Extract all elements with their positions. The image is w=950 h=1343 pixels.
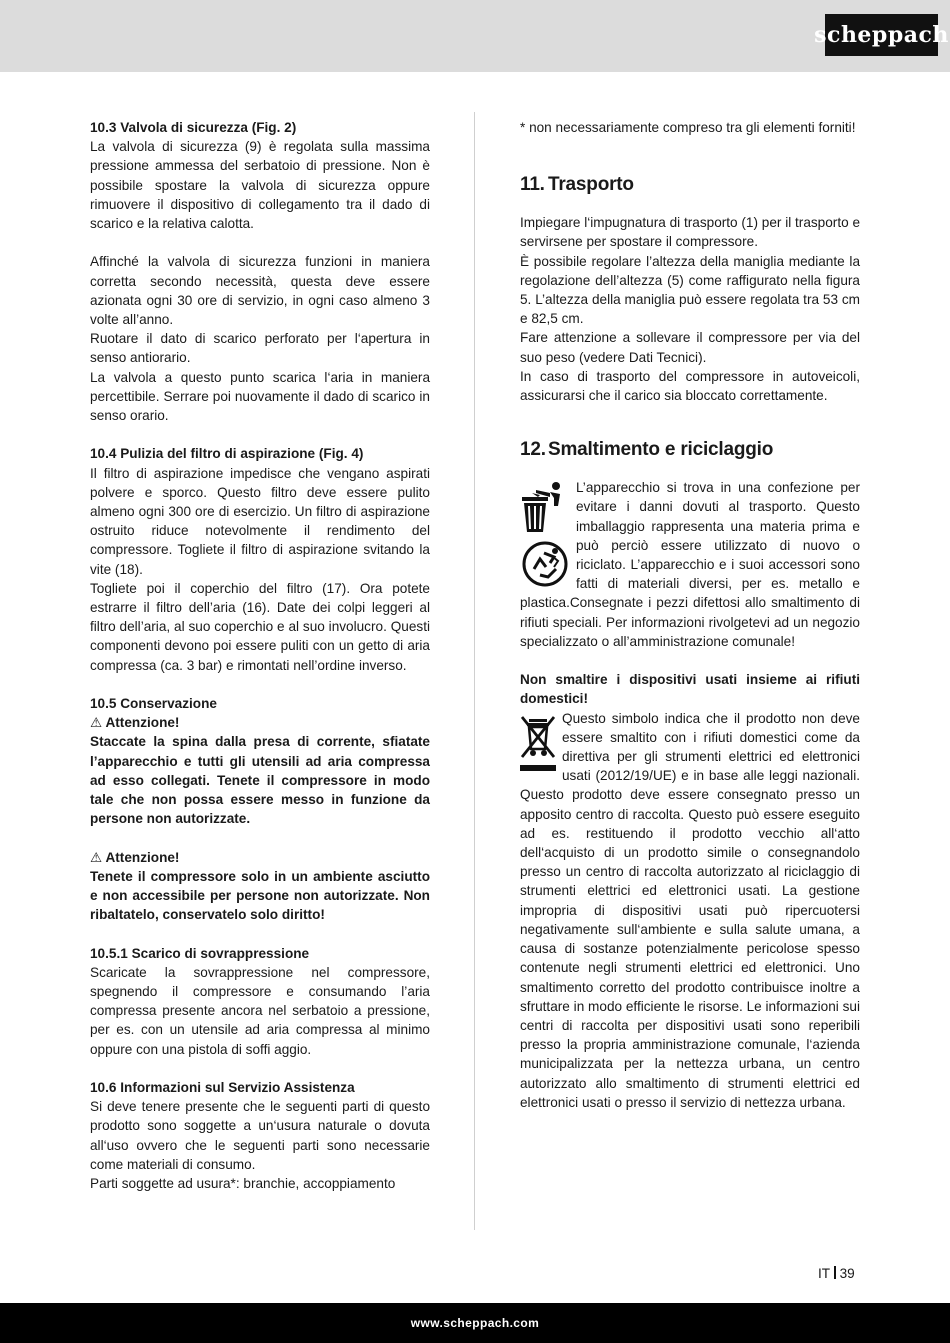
footnote: * non necessariamente compreso tra gli elementi forniti! — [520, 120, 856, 135]
page-number — [818, 1266, 855, 1281]
section-10-6-paragraph: Si deve tenere presente che le seguenti parti di questo prodotto sono soggette a un‘usura naturale o dovuta all‘uso ovvero che le seguenti parti sono necessarie come materiali di consumo. — [90, 1099, 430, 1172]
section-10-3-paragraph: La valvola a questo punto scarica l‘aria in maniera percettibile. Serrare poi nuovamente il dado di scarico in senso orario. — [90, 369, 430, 424]
section-11-heading — [520, 173, 860, 197]
disposal-block — [520, 478, 860, 651]
page-num: 39 — [839, 1266, 855, 1281]
warning-label: ⚠ Attenzione! — [90, 849, 180, 865]
section-10-3-paragraph: Affinché la valvola di sicurezza funzioni in maniera corretta secondo necessità, questa deve essere azionata ogni 30 ore di servizio, in ogni caso almeno 3 volte all’anno. — [90, 254, 430, 328]
section-10-5-title: 10.5 Conservazione — [90, 696, 217, 712]
section-12-title: Smaltimento e riciclaggio — [548, 439, 774, 461]
weee-block — [520, 709, 860, 1112]
section-10-3-paragraph: La valvola di sicurezza (9) è regolata sulla massima pressione ammessa del serbatoio di pressione. Non è possibile spostare la valvola di sicurezza oppure rimuovere il dispositivo di collegamento tra il dado di scarico e la relativa calotta. — [90, 139, 430, 232]
section-10-4-paragraph: Il filtro di aspirazione impedisce che vengano aspirati polvere e sporco. Questo filtro deve essere pulito almeno ogni 300 ore di esercizio. Un filtro di aspirazione ostruito riduce notevolmente il rendimento del compressore. Togliete il filtro di aspirazione svitando la vite (18). — [90, 465, 430, 577]
section-12-number: 12. — [520, 439, 546, 461]
page-lang: IT — [818, 1266, 831, 1281]
warning-label: ⚠ Attenzione! — [90, 715, 180, 731]
transport-paragraph: Impiegare l‘impugnatura di trasporto (1) per il trasporto e servirsene per spostare il compressore. — [520, 215, 861, 250]
section-11-number: 11. — [520, 174, 545, 196]
transport-paragraph: Fare attenzione a sollevare il compressore per via del suo peso (vedere Dati Tecnici). — [520, 330, 860, 365]
brand-logo — [814, 14, 949, 56]
disposal-icons — [520, 480, 570, 588]
header-bar — [0, 0, 950, 72]
weee-paragraph: Questo simbolo indica che il prodotto non deve essere smaltito con i rifiuti domestici come da direttiva per gli strumenti elettrici ed elettronici usati (2012/19/UE) e in base alle leggi nazionali. Questo prodotto deve essere consegnato presso un apposito centro di raccolta. Questo può essere eseguito ad es. restituendo il prodotto vecchio all‘atto dell‘acquisto di un prodotto simile o consegnandolo presso un centro di raccolta autorizzato al riciclaggio di strumenti elettrici ed elettronici usati. La gestione impropria di dispositivi usati può ripercuotersi negativamente sull‘ambiente e sulla salute umana, a causa di sostanze potenzialmente pericolose spesso contenute negli strumenti elettrici ed elettronici. Uno smaltimento corretto del prodotto contribuisce inoltre a sfruttare in modo efficiente le risorse. Le informazioni sui centri di raccolta per dispositivi usati sono reperibili presso la propria amministrazione comunale, l‘azienda municipalizzata per la nettezza urbana, un centro autorizzato allo smaltimento di strumenti elettrici ed elettronici usati o presso il servizio di nettezza urbana. — [520, 710, 860, 1110]
crossed-out-bin-icon — [520, 713, 556, 773]
weee-icon-wrap — [520, 713, 556, 775]
right-column — [520, 118, 860, 1112]
transport-paragraph: In caso di trasporto del compressore in autoveicoli, assicurarsi che il carico sia bloccato correttamente. — [520, 368, 860, 404]
brand-logo-text: scheppach — [814, 22, 949, 48]
section-10-5-1-title: 10.5.1 Scarico di sovrappressione — [90, 945, 310, 961]
left-column — [90, 118, 430, 1193]
section-10-6-paragraph: Parti soggette ad usura*: branchie, accoppiamento — [90, 1176, 396, 1192]
column-divider — [474, 112, 475, 1230]
section-11-title: Trasporto — [548, 174, 634, 196]
section-12-heading — [520, 438, 860, 462]
section-10-6-title: 10.6 Informazioni sul Servizio Assistenza — [90, 1080, 355, 1096]
transport-paragraph: È possibile regolare l’altezza della maniglia mediante la regolazione dell’altezza (5) come raffigurato nella figura 5. L’altezza della maniglia può essere regolata tra 53 cm e 82,5 cm. — [520, 253, 860, 327]
section-10-3-title: 10.3 Valvola di sicurezza (Fig. 2) — [90, 120, 297, 135]
section-10-5-1-paragraph: Scaricate la sovrappressione nel compressore, spegnendo il compressore e consumando l’aria compressa presente ancora nel serbatoio a pressione, per es. con un utensile ad aria compressa al minimo oppure con una pistola di soffi aggio. — [90, 964, 430, 1057]
warning-text: Staccate la spina dalla presa di corrente, sfiatate l’apparecchio e tutti gli utensili ad aria compressa ad esso collegati. Tenete il compressore in modo tale che non possa essere messo in funzione da persone non autorizzate. — [90, 734, 430, 827]
website-link[interactable]: www.scheppach.com — [410, 1316, 540, 1330]
section-10-4-title: 10.4 Pulizia del filtro di aspirazione (Fig. 4) — [90, 446, 364, 462]
disposal-paragraph: L’apparecchio si trova in una confezione per evitare i danni dovuti al trasporto. Questo imballaggio rappresenta una materia prima e può perciò essere utilizzato di nuovo o riciclato. L’apparecchio e i suoi accessori sono fatti di materiali diversi, per es. metallo e plastica.Consegnate i pezzi difettosi allo smaltimento di rifiuti speciali. Per informazioni rivolgetevi ad un negozio specializzato o all’amministrazione comunale! — [520, 480, 860, 649]
section-10-4-paragraph: Togliete poi il coperchio del filtro (17). Ora potete estrarre il filtro dell’aria (16). Date dei colpi leggeri al filtro dell’aria, al suo coperchio e al suo involucro. Questi componenti devono poi essere puliti con un getto di aria compressa (ca. 3 bar) e rimontati nell’ordine inverso. — [90, 580, 430, 673]
trash-bin-icon — [520, 480, 570, 534]
recycle-icon — [520, 539, 570, 589]
warning-text: Tenete il compressore solo in un ambiente asciutto e non accessibile per persone non autorizzate. Non ribaltatelo, conservatelo solo diritto! — [90, 868, 430, 923]
footer-bar — [0, 1303, 950, 1343]
section-10-3-paragraph: Ruotare il dato di scarico perforato per l‘apertura in senso antiorario. — [90, 331, 430, 366]
weee-title: Non smaltire i dispositivi usati insieme ai rifiuti domestici! — [520, 672, 860, 707]
